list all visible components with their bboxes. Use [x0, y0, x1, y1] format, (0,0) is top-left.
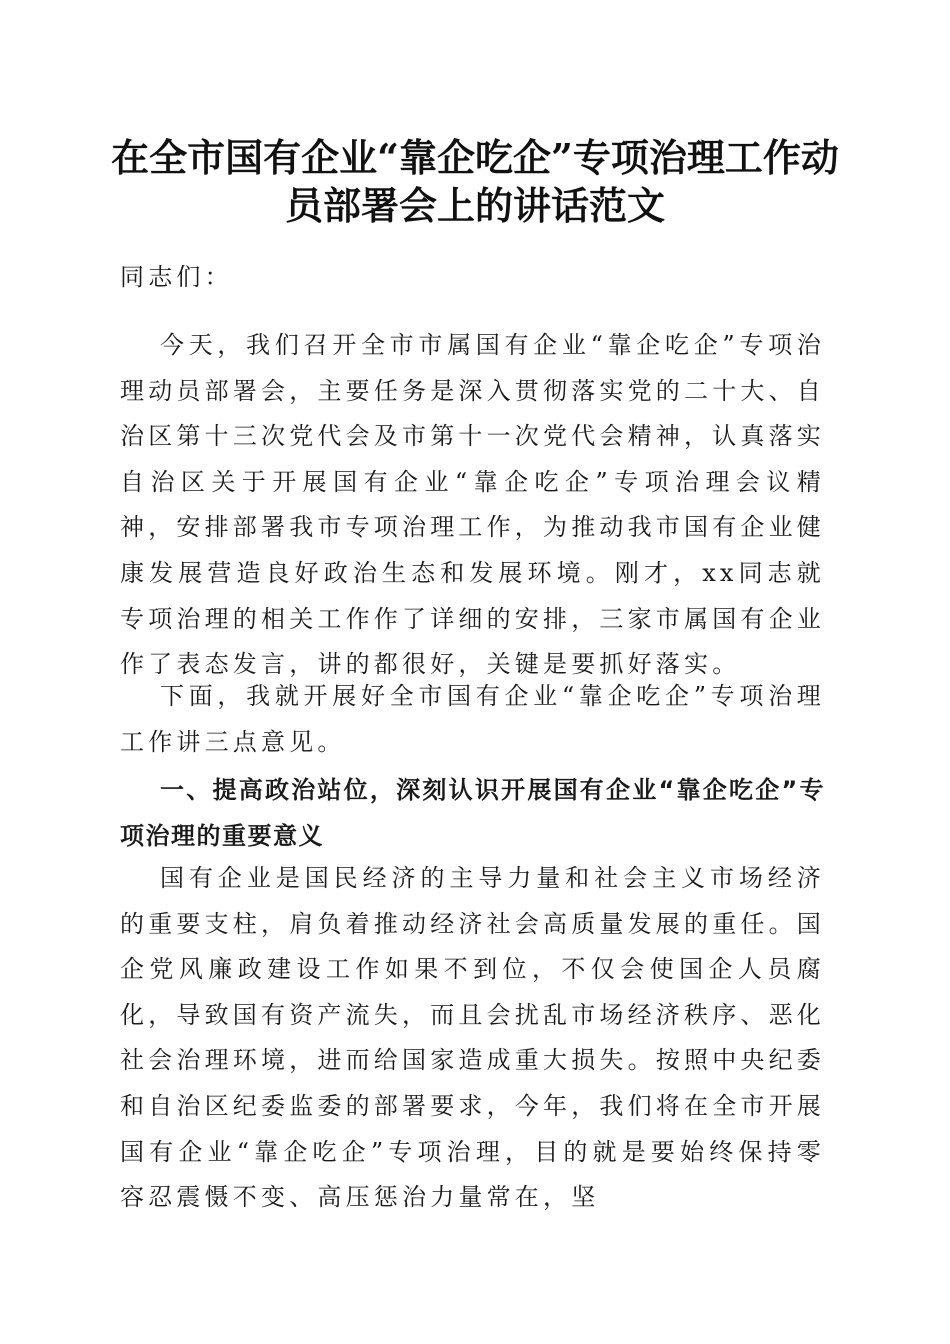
salutation: 同志们： — [120, 263, 233, 291]
paragraph-section-one: 国有企业是国民经济的主导力量和社会主义市场经济的重要支柱，肩负着推动经济社会高质量发展的重任。国企党风廉政建设工作如果不到位，不仅会使国企人员腐化，导致国有资产流失，而且会扰乱市场经济秩序、恶化社会治理环境，进而给国家造成重大损失。按照中央纪委和自治区纪委监委的部署要求，今年，我们将在全市开展国有企业“靠企吃企”专项治理，目的就是要始终保持零容忍震慑不变、高压惩治力量常在，坚 — [120, 864, 825, 1212]
document-title: 在全市国有企业“靠企吃企”专项治理工作动员部署会上的讲话范文 — [111, 135, 839, 228]
paragraph-opening: 今天，我们召开全市市属国有企业“靠企吃企”专项治理动员部署会，主要任务是深入贯彻落实党的二十大、自治区第十三次党代会及市第十一次党代会精神，认真落实自治区关于开展国有企业“靠企吃企”专项治理会议精神，安排部署我市专项治理工作，为推动我市国有企业健康发展营造良好政治生态和发展环境。刚才，xx同志就专项治理的相关工作作了详细的安排，三家市属国有企业作了表态发言，讲的都很好，关键是要抓好落实。 — [120, 331, 825, 679]
paragraph-intro-points: 下面，我就开展好全市国有企业“靠企吃企”专项治理工作讲三点意见。 — [120, 682, 825, 756]
section-heading-one: 一、提高政治站位，深刻认识开展国有企业“靠企吃企”专项治理的重要意义 — [120, 776, 825, 850]
